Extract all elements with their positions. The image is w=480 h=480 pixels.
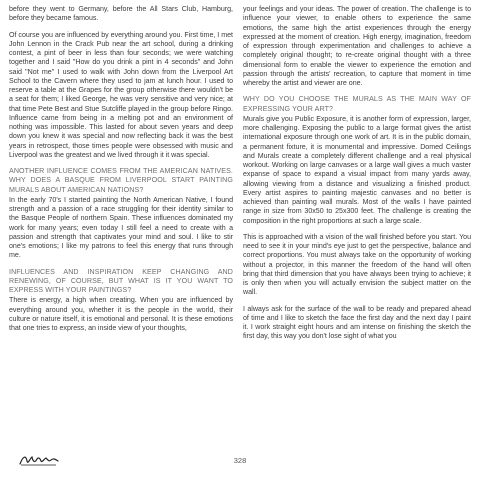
- paragraph: Murals give you Public Exposure, it is another form of expression, larger, more challenging. Exposing the public to a large format gives the artist international exposure through one work of art. It is in the public domain, a permanent fixture, it is monumental and impressive. Domed Ceilings and Murals create a completely different challenge and a real physical workout. Working on large canvases or a large wall gives a much vaster expanse of space to expand a visual impact from many yards away, allowing viewing from a distance and visualizing a finished product. Every artist aspires to painting majestic canvases and no better is achieved than painting wall murals. Most of the walls I have painted range in size from 30x50 to 25x300 feet. The challenge is creating the composition in the right proportions at such a large scale.: [243, 114, 471, 225]
- paragraph: There is energy, a high when creating. When you are influenced by everything around you, whether it is the people in the world, their culture or nature itself, it is emotional and personal. It is these emotions that one tries to express, an inside view of your thoughts,: [9, 296, 233, 332]
- section-heading: INFLUENCES AND INSPIRATION KEEP CHANGING AND RENEWING, OF COURSE, BUT WHAT IS IT YOU WANT TO EXPRESS WITH YOUR PAINTINGS?: [9, 267, 233, 294]
- page-number: 328: [233, 456, 247, 465]
- left-column: [9, 5, 233, 333]
- section-heading: ANOTHER INFLUENCE COMES FROM THE AMERICAN NATIVES. WHY DOES A BASQUE FROM LIVERPOOL START PAINTING MURALS ABOUT AMERICAN NATIONS?: [9, 167, 233, 194]
- paragraph: Of course you are influenced by everything around you. First time, I met John Lennon in the Crack Pub near the art school, during a drinking contest, a pint of beer in less than four seconds; we were watching together and I said "How do you drink a pint in 4 seconds" and John said "Not me" I used to walk with John down from the Liverpool Art School to the Cavern where they used to jam at lunch hour. I used to reserve a table at the Grapes for the group otherwise there wouldn't be a seat for them; I liked George, he was very sensitive and very nice; at that time Pete Best and Stue Sutcliffe played in the group before Ringo. Influence came from being in a melting pot and an environment of nothing was impossible. This lasted for about seven years and deep down you knew it was special and now reflecting back it was the best years in retrospect, those times people were obsessed with music and Liverpool was the greatest and we lived through it it was special.: [9, 30, 233, 159]
- paragraph: I always ask for the surface of the wall to be ready and prepared ahead of time and I like to sketch the face the first day and the next day I paint it. I work straight eight hours and am intense on finishing the sketch the first day, this way you don't lose sight of what you: [243, 304, 471, 341]
- right-column: [243, 5, 471, 342]
- paragraph: your feelings and your ideas. The power of creation. The challenge is to influence your viewer, to enable others to experience the same emotions, the same high the artist experiences through the energy expressed at the moment of creation. High energy, imagination, freedom of expression through experimentation and challenges to achieve a completely original thought; to re-create original thought with a three dimensional form to enable the viewer to experience the emotion and passion through the artists' recreation, to capture that moment in time whereby the artist and viewer are one.: [243, 5, 471, 87]
- paragraph: In the early 70's I started painting the North American Native, I found strength and a passion of a race struggling for their identity similar to the Basque People of northern Spain. These influences dominated my work for many years; even today I still feel a need to create with a passion and strength that captivates your mind and soul. I like to stir one's emotions; I like my patrons to feel this energy that runs through me.: [9, 195, 233, 260]
- paragraph: before they went to Germany, before the All Stars Club, Hamburg, before they became famous.: [9, 5, 233, 23]
- section-heading: WHY DO YOU CHOOSE THE MURALS AS THE MAIN WAY OF EXPRESSING YOUR ART?: [243, 95, 471, 113]
- paragraph: This is approached with a vision of the wall finished before you start. You need to see it in your mind's eye just to get the perspective, balance and correct proportions. You must always take on the opportunity of working without a projector, in this manner the freedom of the hand will often bring that third dimension that you have always been trying to achieve; it is only then when you will actually envision the subject matter on the wall.: [243, 232, 471, 297]
